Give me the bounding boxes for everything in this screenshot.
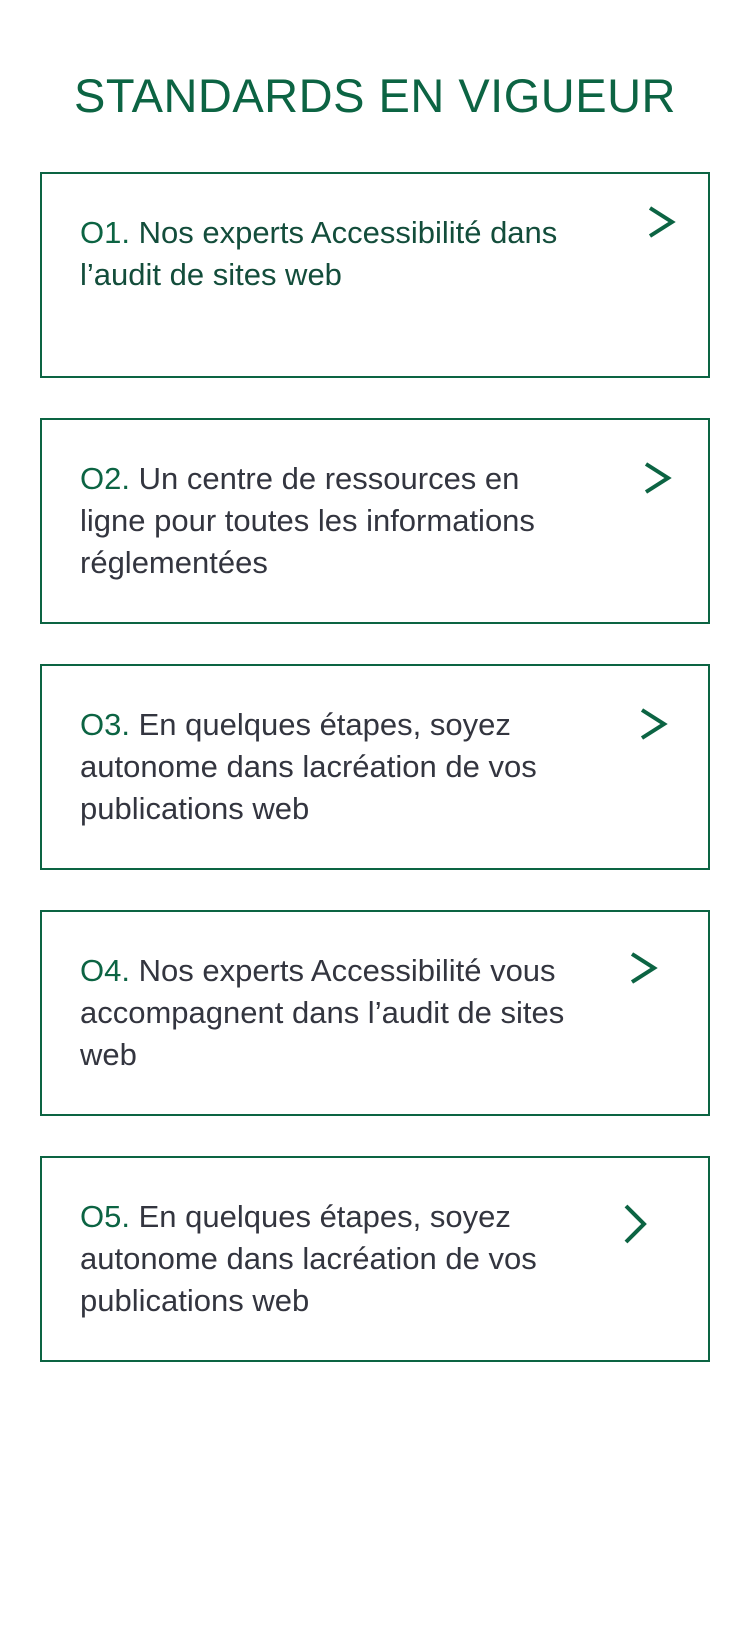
card-title: En quelques étapes, soyez autonome dans lacréation de vos publications web xyxy=(80,707,537,826)
card-text xyxy=(80,704,580,830)
chevron-right-icon[interactable] xyxy=(640,460,674,498)
card-text xyxy=(80,950,580,1076)
card-number: O4. xyxy=(80,953,130,988)
page-title: STANDARDS EN VIGUEUR xyxy=(74,69,676,122)
chevron-right-icon[interactable] xyxy=(636,706,670,744)
chevron-right-icon[interactable] xyxy=(644,204,678,242)
card-text xyxy=(80,1196,580,1322)
standard-card-4[interactable] xyxy=(40,910,710,1116)
card-title: Nos experts Accessibilité dans l’audit de sites web xyxy=(80,215,558,292)
standard-card-1[interactable] xyxy=(40,172,710,378)
card-number: O3. xyxy=(80,707,130,742)
standard-card-3[interactable] xyxy=(40,664,710,870)
card-number: O5. xyxy=(80,1199,130,1234)
chevron-right-icon[interactable] xyxy=(626,950,660,988)
card-text xyxy=(80,458,580,584)
card-number: O2. xyxy=(80,461,130,496)
standard-card-2[interactable] xyxy=(40,418,710,624)
card-title: En quelques étapes, soyez autonome dans lacréation de vos publications web xyxy=(80,1199,537,1318)
standards-list xyxy=(40,172,710,1402)
card-text xyxy=(80,212,580,296)
standard-card-5[interactable] xyxy=(40,1156,710,1362)
card-title: Nos experts Accessibilité vous accompagnent dans l’audit de sites web xyxy=(80,953,565,1072)
card-number: O1. xyxy=(80,215,130,250)
chevron-right-icon[interactable] xyxy=(618,1202,652,1248)
card-title: Un centre de ressources en ligne pour toutes les informations réglementées xyxy=(80,461,535,580)
